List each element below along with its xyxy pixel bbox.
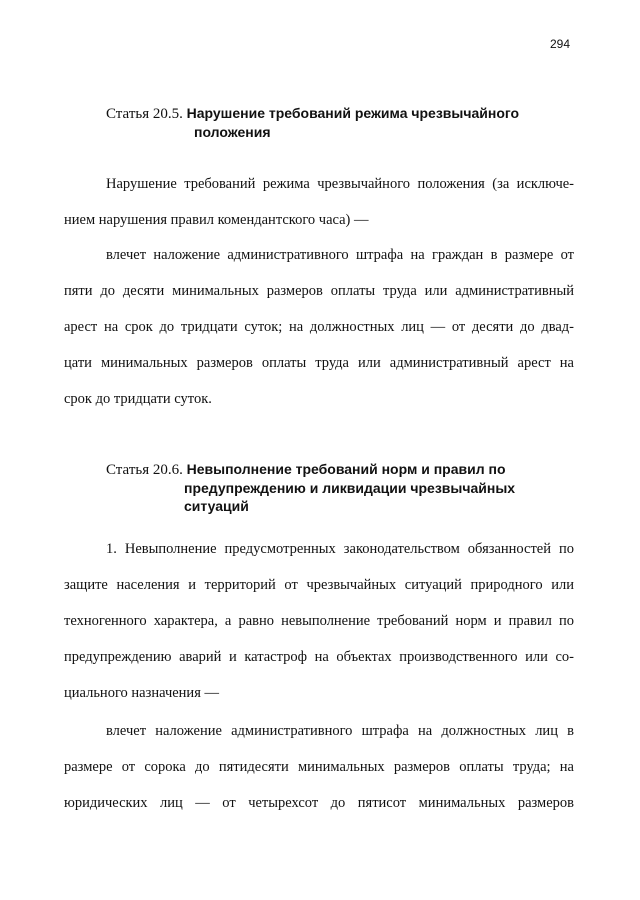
- article-20-5-paragraph-1: [64, 166, 574, 238]
- text-line: защите населения и территорий от чрезвычайных ситуаций природного или: [64, 577, 574, 593]
- text-line: влечет наложение административного штрафа на граждан в размере от: [106, 247, 574, 263]
- article-title-line: положения: [194, 124, 271, 140]
- article-20-6-heading: [106, 460, 576, 515]
- article-title-line: Невыполнение требований норм и правил по: [186, 461, 506, 477]
- article-title-line: предупреждению и ликвидации чрезвычайных: [184, 480, 516, 496]
- article-title-line: ситуаций: [184, 498, 249, 514]
- text-line: цати минимальных размеров оплаты труда или административный арест на: [64, 355, 574, 371]
- article-number: Статья 20.5.: [106, 106, 183, 122]
- text-line: влечет наложение административного штрафа на должностных лиц в: [106, 723, 574, 739]
- text-line: размере от сорока до пятидесяти минимальных размеров оплаты труда; на: [64, 759, 574, 775]
- text-line: арест на срок до тридцати суток; на должностных лиц — от десяти до двад-: [64, 319, 574, 335]
- text-line: техногенного характера, а равно невыполнение требований норм и правил по: [64, 613, 574, 629]
- article-20-6-paragraph-2: [64, 713, 574, 821]
- article-number: Статья 20.6.: [106, 462, 183, 478]
- article-20-5-heading: [106, 104, 576, 141]
- article-20-5-paragraph-2: [64, 237, 574, 417]
- text-line: 1. Невыполнение предусмотренных законодательством обязанностей по: [106, 541, 574, 557]
- text-line: срок до тридцати суток.: [64, 391, 212, 407]
- text-line: предупреждению аварий и катастроф на объектах производственного или со-: [64, 649, 574, 665]
- text-line: юридических лиц — от четырехсот до пятисот минимальных размеров: [64, 795, 574, 811]
- article-title-line: Нарушение требований режима чрезвычайного: [186, 105, 520, 121]
- text-line: пяти до десяти минимальных размеров оплаты труда или административный: [64, 283, 574, 299]
- article-20-6-paragraph-1: [64, 531, 574, 711]
- text-line: циального назначения —: [64, 685, 219, 701]
- page-number: 294: [549, 37, 570, 51]
- text-line: Нарушение требований режима чрезвычайного положения (за исключе-: [106, 176, 574, 192]
- text-line: нием нарушения правил комендантского часа) —: [64, 212, 369, 228]
